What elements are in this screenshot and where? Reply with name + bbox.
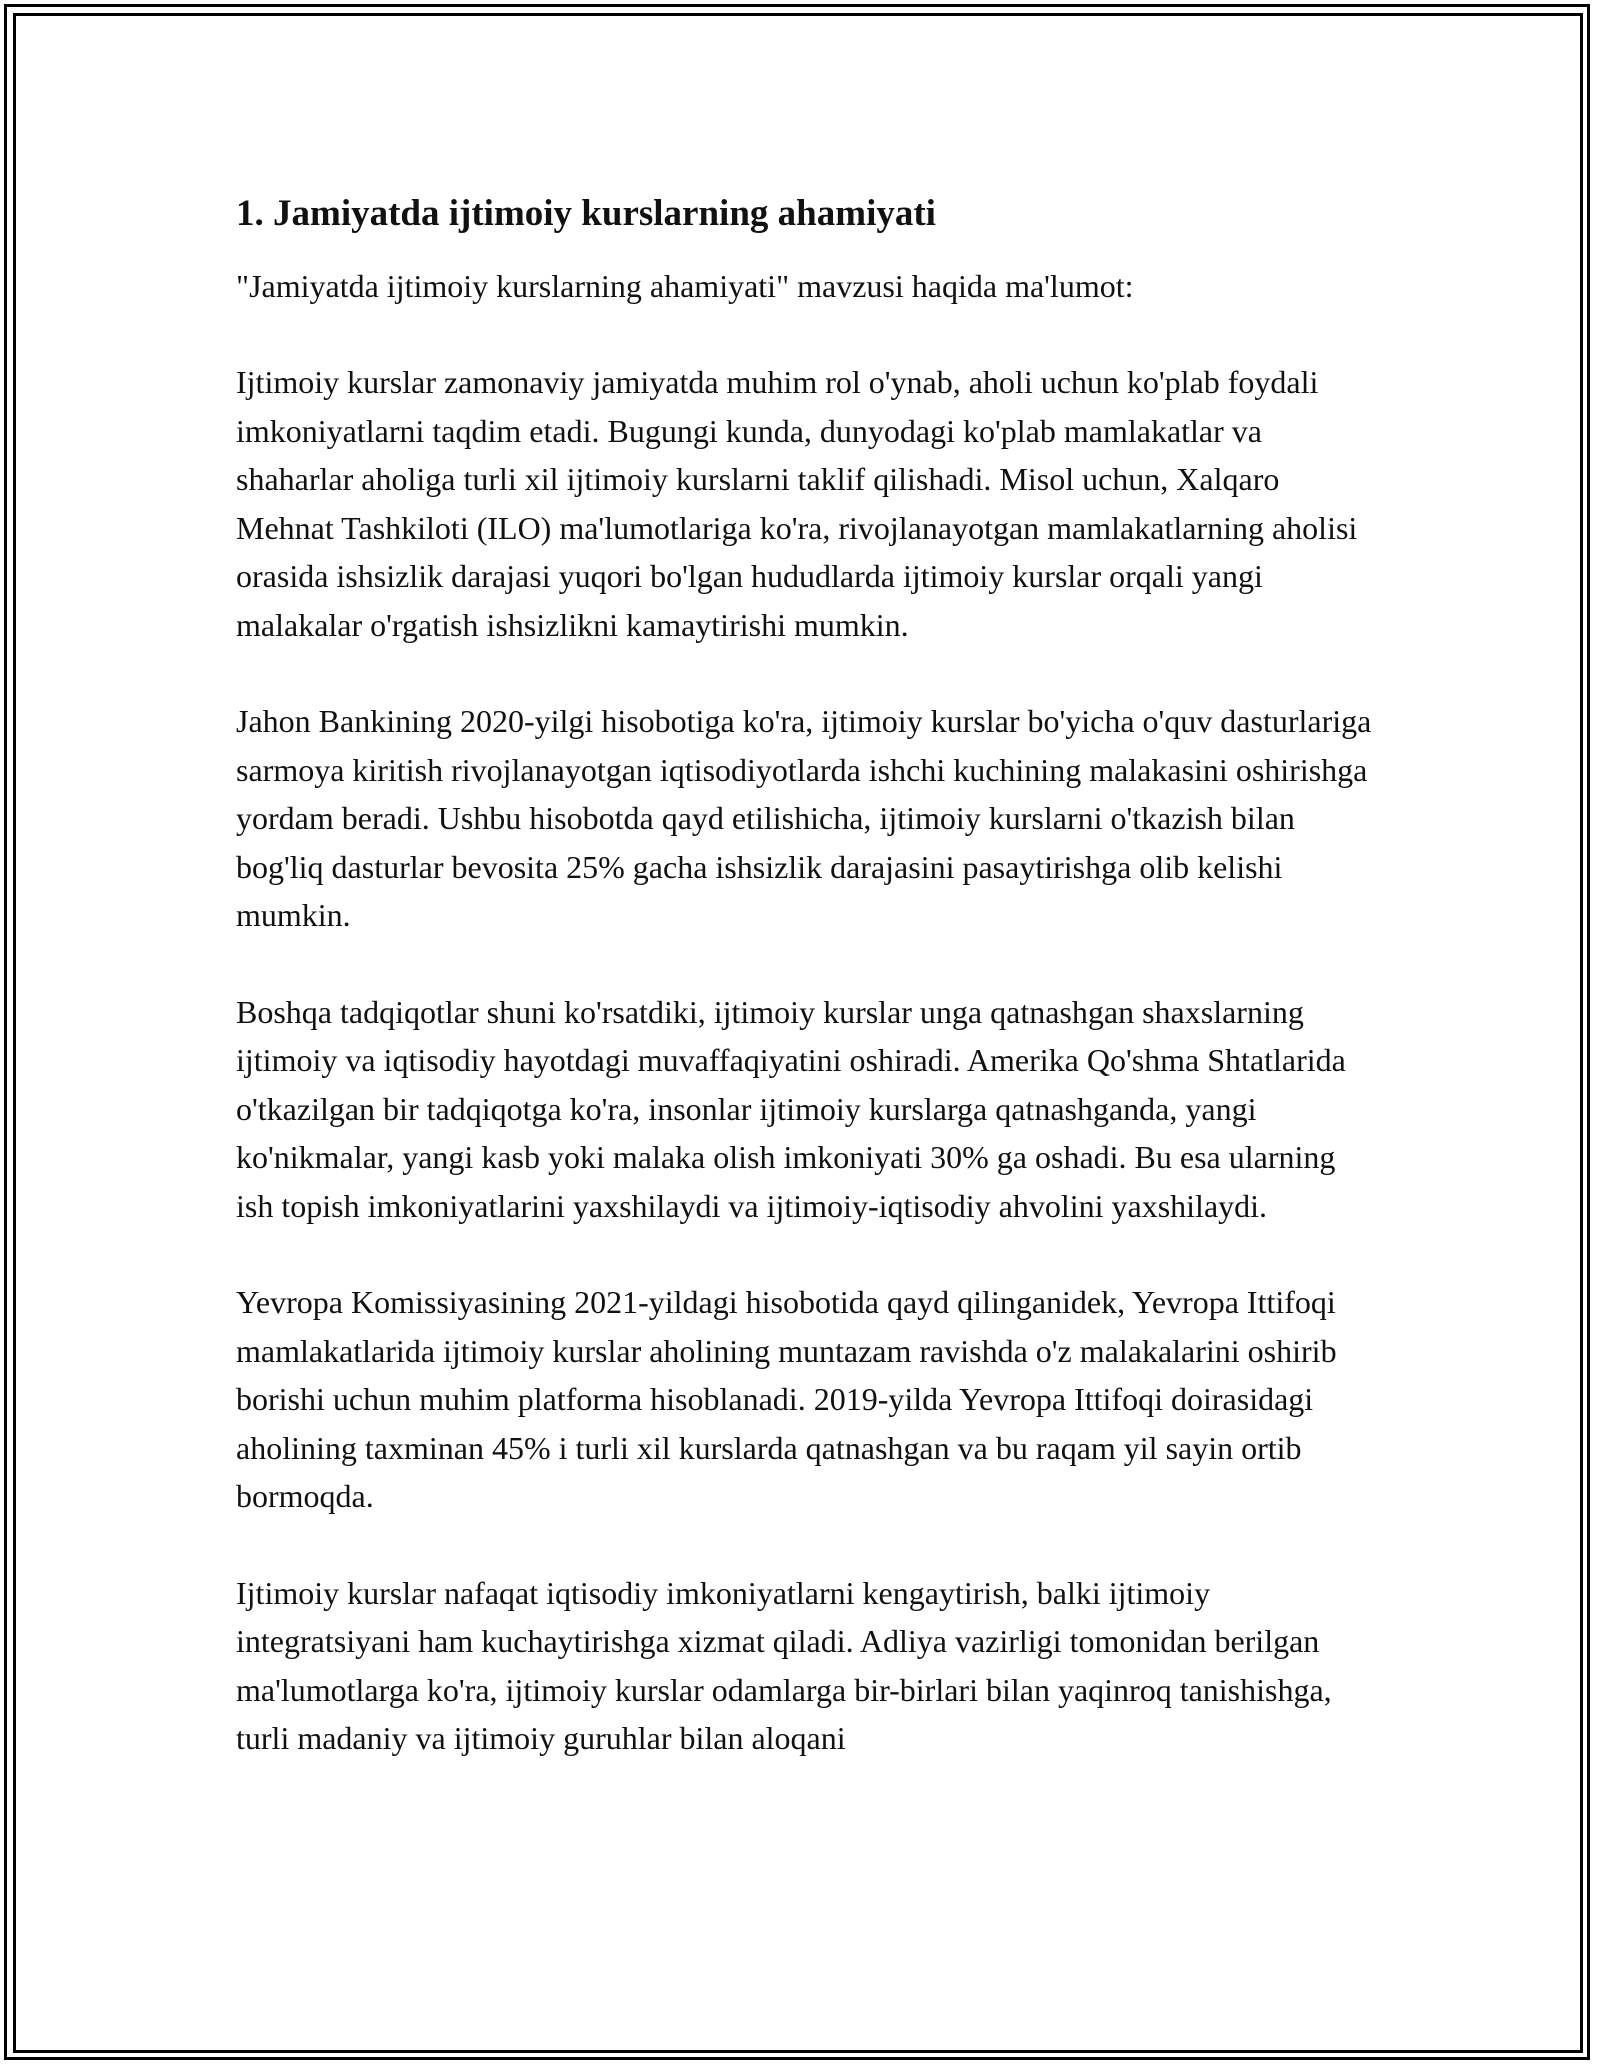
- paragraph-1: Ijtimoiy kurslar zamonaviy jamiyatda muhim rol o'ynab, aholi uchun ko'plab foydali imkoniyatlarni taqdim etadi. Bugungi kunda, dunyodagi ko'plab mamlakatlar va shaharlar aholiga turli xil ijtimoiy kurslarni taklif qilishadi. Misol uchun, Xalqaro Mehnat Tashkiloti (ILO) ma'lumotlariga ko'ra, rivojlanayotgan mamlakatlarning aholisi orasida ishsizlik darajasi yuqori bo'lgan hududlarda ijtimoiy kurslar orqali yangi malakalar o'rgatish ishsizlikni kamaytirishi mumkin.: [236, 364, 1358, 643]
- paragraph-2: Jahon Bankining 2020-yilgi hisobotiga ko'ra, ijtimoiy kurslar bo'yicha o'quv dasturlariga sarmoya kiritish rivojlanayotgan iqtisodiyotlarda ishchi kuchining malakasini oshirishga yordam beradi. Ushbu hisobotda qayd etilishicha, ijtimoiy kurslarni o'tkazish bilan bog'liq dasturlar bevosita 25% gacha ishsizlik darajasini pasaytirishga olib kelishi mumkin.: [236, 703, 1372, 933]
- paragraph-4: Yevropa Komissiyasining 2021-yildagi hisobotida qayd qilinganidek, Yevropa Ittifoqi mamlakatlarida ijtimoiy kurslar aholining muntazam ravishda o'z malakalarini oshirib borishi uchun muhim platforma hisoblanadi. 2019-yilda Yevropa Ittifoqi doirasidagi aholining taxminan 45% i turli xil kurslarda qatnashgan va bu raqam yil sayin ortib bormoqda.: [236, 1284, 1337, 1514]
- intro-line: "Jamiyatda ijtimoiy kurslarning ahamiyati" mavzusi haqida ma'lumot:: [236, 268, 1134, 304]
- paragraph-5: Ijtimoiy kurslar nafaqat iqtisodiy imkoniyatlarni kengaytirish, balki ijtimoiy integratsiyani ham kuchaytirishga xizmat qiladi. Adliya vazirligi tomonidan berilgan ma'lumotlarga ko'ra, ijtimoiy kurslar odamlarga bir-birlari bilan yaqinroq tanishishga, turli madaniy va ijtimoiy guruhlar bilan aloqani: [236, 1574, 1332, 1756]
- section-heading: 1. Jamiyatda ijtimoiy kurslarning ahamiyati: [236, 193, 936, 234]
- document-page: [236, 186, 1376, 1811]
- paragraph-3: Boshqa tadqiqotlar shuni ko'rsatdiki, ijtimoiy kurslar unga qatnashgan shaxslarning ijtimoiy va iqtisodiy hayotdagi muvaffaqiyatini oshiradi. Amerika Qo'shma Shtatlarida o'tkazilgan bir tadqiqotga ko'ra, insonlar ijtimoiy kurslarga qatnashganda, yangi ko'nikmalar, yangi kasb yoki malaka olish imkoniyati 30% ga oshadi. Bu esa ularning ish topish imkoniyatlarini yaxshilaydi va ijtimoiy-iqtisodiy ahvolini yaxshilaydi.: [236, 993, 1346, 1224]
